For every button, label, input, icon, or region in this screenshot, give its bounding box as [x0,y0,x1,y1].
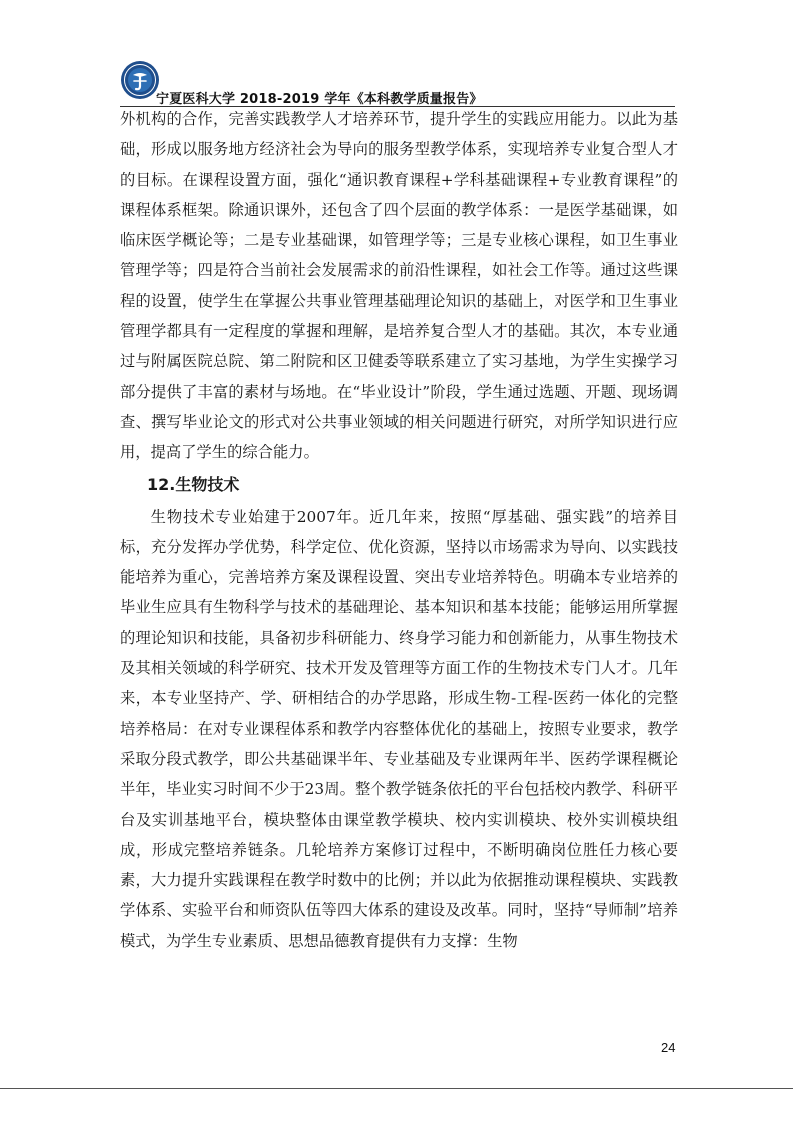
section-heading: 12.生物技术 [147,474,240,494]
body-paragraph: 生物技术专业始建于2007年。近几年来，按照“厚基础、强实践”的培养目标，充分发挥办学优势，科学定位、优化资源，坚持以市场需求为导向、以实践技能培养为重心，完善培养方案及课程设置、突出专业培养特色。明确本专业培养的毕业生应具有生物科学与技术的基础理论、基本知识和基本技能；能够运用所掌握的理论知识和技能，具备初步科研能力、终身学习能力和创新能力，从事生物技术及其相关领域的科学研究、技术开发及管理等方面工作的生物技术专门人才。几年来，本专业坚持产、学、研相结合的办学思路，形成生物-工程-医药一体化的完整培养格局：在对专业课程体系和教学内容整体优化的基础上，按照专业要求，教学采取分段式教学，即公共基础课半年、专业基础及专业课两年半、医药学课程概论半年，毕业实习时间不少于23周。整个教学链条依托的平台包括校内教学、科研平台及实训基地平台，模块整体由课堂教学模块、校内实训模块、校外实训模块组成，形成完整培养链条。几轮培养方案修订过程中，不断明确岗位胜任力核心要素，大力提升实践课程在教学时数中的比例；并以此为依据推动课程模块、实践教学体系、实验平台和师资队伍等四大体系的建设及改革。同时，坚持“导师制”培养模式，为学生专业素质、思想品德教育提供有力支撑：生物 [120,507,678,950]
university-logo [120,60,160,100]
body-paragraph: 外机构的合作，完善实践教学人才培养环节，提升学生的实践应用能力。以此为基础，形成以服务地方经济社会为导向的服务型教学体系，实现培养专业复合型人才的目标。在课程设置方面，强化“通识教育课程+学科基础课程+专业教育课程”的课程体系框架。除通识课外，还包含了四个层面的教学体系：一是医学基础课，如临床医学概论等；二是专业基础课，如管理学等；三是专业核心课程，如卫生事业管理学等；四是符合当前社会发展需求的前沿性课程，如社会工作等。通过这些课程的设置，使学生在掌握公共事业管理基础理论知识的基础上，对医学和卫生事业管理学都具有一定程度的掌握和理解，是培养复合型人才的基础。其次，本专业通过与附属医院总院、第二附院和区卫健委等联系建立了实习基地，为学生实操学习部分提供了丰富的素材与场地。在“毕业设计”阶段，学生通过选题、开题、现场调查、撰写毕业论文的形式对公共事业领域的相关问题进行研究，对所学知识进行应用，提高了学生的综合能力。 [120,110,678,462]
page-header [120,60,675,108]
footer-divider [0,1088,793,1089]
page-number: 24 [661,1040,676,1055]
header-title: 宁夏医科大学 2018-2019 学年《本科教学质量报告》 [156,92,483,107]
page-body [120,104,678,956]
